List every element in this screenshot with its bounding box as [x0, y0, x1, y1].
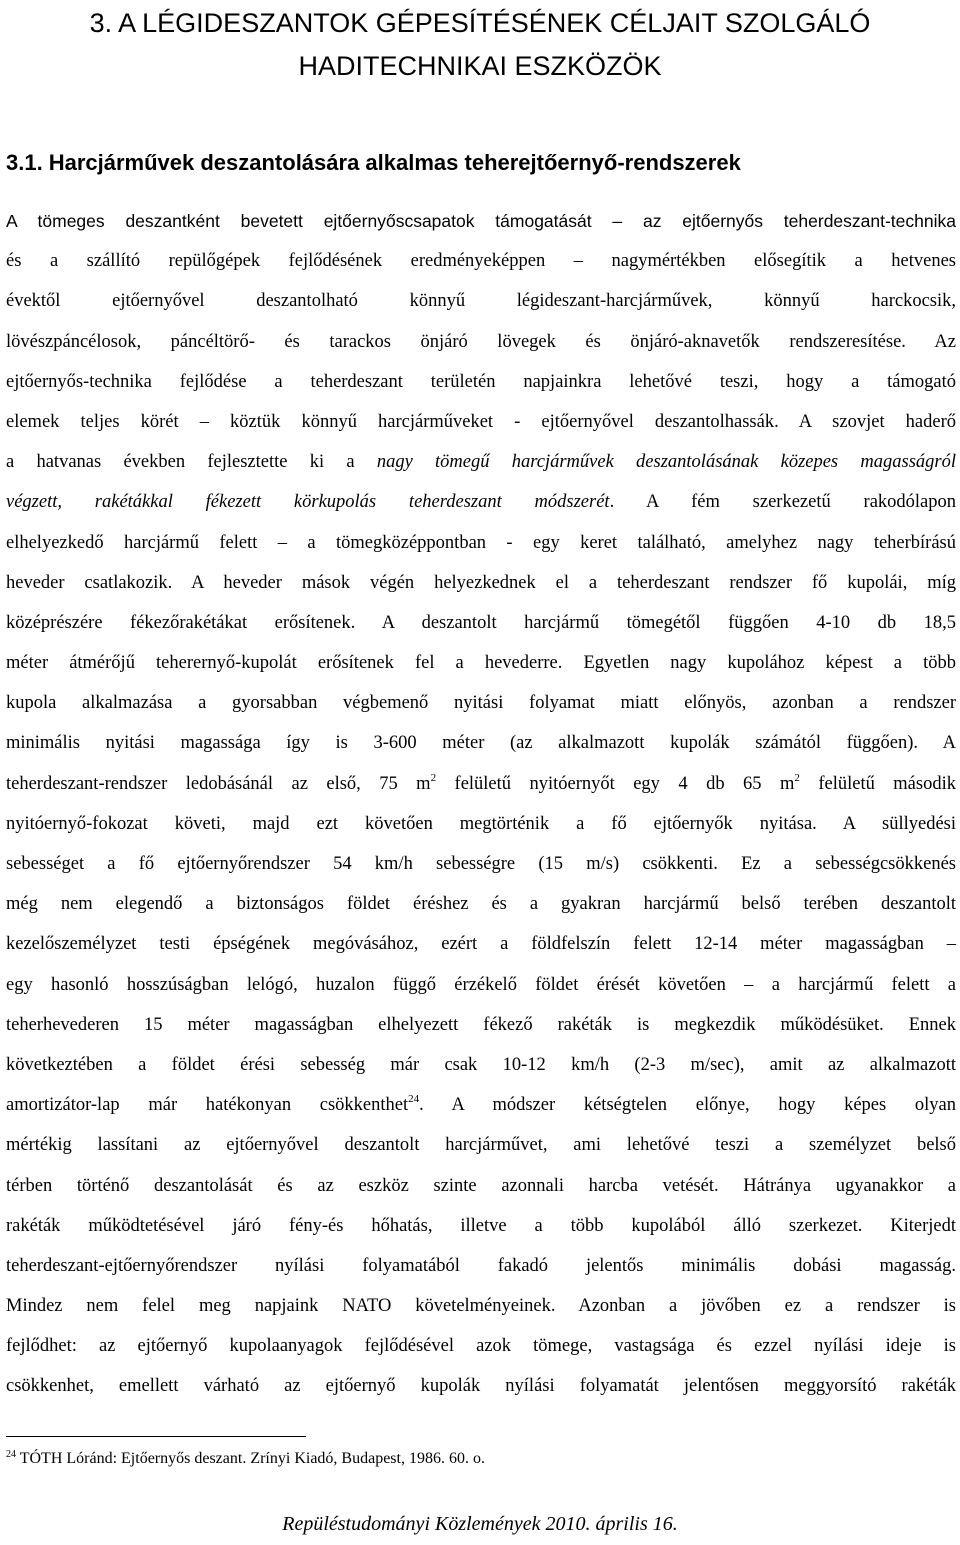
text-line: következtében a földet érési sebesség már csak 10-12 km/h (2-3 m/sec), amit az alkalmazott	[6, 1054, 956, 1075]
text-line: végzett, rakétákkal fékezett körkupolás teherdeszant módszerét. A fém szerkezetű rakodólapon	[6, 492, 956, 513]
footnote-marker: 24	[6, 1449, 16, 1460]
text-line: rakéták működtetésével járó fény-és hőhatás, illetve a több kupolából álló szerkezet. Kiterjedt	[6, 1215, 956, 1236]
text-line: heveder csatlakozik. A heveder mások végén helyezkednek el a teherdeszant rendszer fő kupolái, míg	[6, 572, 956, 593]
footnote	[6, 1444, 485, 1474]
text-line: teherhevederen 15 méter magasságban elhelyezett fékező rakéták is megkezdik működésüket. Ennek	[6, 1014, 956, 1035]
section-title-text: Harcjárművek deszantolására alkalmas teherejtőernyő-rendszerek	[48, 150, 741, 175]
text-line: még nem elegendő a biztonságos földet éréshez és a gyakran harcjármű belső terében deszantolt	[6, 894, 956, 915]
text-line: minimális nyitási magassága így is 3-600 méter (az alkalmazott kupolák számától függően). A	[6, 733, 956, 754]
footnote-divider	[6, 1436, 306, 1437]
chapter-title-line1: 3. A LÉGIDESZANTOK GÉPESÍTÉSÉNEK CÉLJAIT SZOLGÁLÓ	[89, 8, 871, 38]
text-line: évektől ejtőernyővel deszantolható könnyű légideszant-harcjárművek, könnyű harckocsik,	[6, 291, 956, 312]
text-line: sebességet a fő ejtőernyőrendszer 54 km/h sebességre (15 m/s) csökkenti. Ez a sebességcsökkenés	[6, 854, 956, 874]
body-paragraph	[6, 201, 956, 1407]
text-line: fejlődhet: az ejtőernyő kupolaanyagok fejlődésével azok tömege, vastagsága és ezzel nyílási ideje is	[6, 1336, 956, 1357]
chapter-title	[0, 2, 960, 88]
text-line: kupola alkalmazása a gyorsabban végbemenő nyitási folyamat miatt előnyös, azonban a rendszer	[6, 693, 956, 714]
text-line: amortizátor-lap már hatékonyan csökkenthet$^{24}$. A módszer kétségtelen előnye, hogy képes olyan	[6, 1093, 956, 1116]
running-footer: Repüléstudományi Közlemények 2010. április 16.	[282, 1513, 678, 1535]
text-line: és a szállító repülőgépek fejlődésének eredményeképpen – nagymértékben elősegítik a hetvenes	[6, 251, 956, 272]
text-line: térben történő deszantolását és az eszköz szinte azonnali harcba vetését. Hátránya ugyanakkor a	[6, 1175, 956, 1196]
text-line: méter átmérőjű teherernyő-kupolát erősítenek fel a hevederre. Egyetlen nagy kupolához képest a több	[6, 653, 956, 674]
text-line: csökkenhet, emellett várható az ejtőernyő kupolák nyílási folyamatát jelentősen meggyorsító rakéták	[6, 1376, 956, 1397]
text-line: kezelőszemélyzet testi épségének megóvásához, ezért a földfelszín felett 12-14 méter magasságban –	[6, 934, 956, 955]
footnote-text: TÓTH Lóránd: Ejtőernyős deszant. Zrínyi Kiadó, Budapest, 1986. 60. o.	[19, 1450, 485, 1467]
text-line: a hatvanas években fejlesztette ki a nagy tömegű harcjárművek deszantolásának közepes magasságról	[6, 452, 956, 473]
text-line: egy hasonló hosszúságban lelógó, huzalon függő érzékelő földet érését követően – a harcjármű felett a	[6, 974, 956, 995]
chapter-title-line2: HADITECHNIKAI ESZKÖZÖK	[298, 51, 662, 81]
text-line: elemek teljes körét – köztük könnyű harcjárműveket - ejtőernyővel deszantolhassák. A szovjet haderő	[6, 411, 956, 432]
text-line: teherdeszant-rendszer ledobásánál az első, 75 $m^2$ felületű nyitóernyőt egy 4 db 65 $m^2$ felületű második	[6, 771, 956, 794]
text-line: Mindez nem felel meg napjaink NATO követelményeinek. Azonban a jövőben ez a rendszer is	[6, 1296, 956, 1317]
text-line: teherdeszant-ejtőernyőrendszer nyílási folyamatából fakadó jelentős minimális dobási magasság.	[6, 1255, 956, 1276]
text-line: nyitóernyő-fokozat követi, majd ezt követően megtörténik a fő ejtőernyők nyitása. A süllyedési	[6, 813, 956, 834]
text-line: A tömeges deszantként bevetett ejtőernyőscsapatok támogatását – az ejtőernyős teherdeszant-technika	[6, 211, 956, 231]
text-line: középrészére fékezőrakétákat erősítenek. A deszantolt harcjármű tömegétől függően 4-10 db 18,5	[6, 612, 956, 633]
text-line: ejtőernyős-technika fejlődése a teherdeszant területén napjainkra lehetővé teszi, hogy a támogató	[6, 371, 956, 392]
text-line: lövészpáncélosok, páncéltörő- és tarackos önjáró lövegek és önjáró-aknavetők rendszeresítése. Az	[6, 331, 956, 352]
section-number: 3.1.	[6, 150, 43, 175]
section-title	[6, 150, 747, 176]
text-line: elhelyezkedő harcjármű felett – a tömegközéppontban - egy keret található, amelyhez nagy teherbírású	[6, 532, 956, 553]
text-line: mértékig lassítani az ejtőernyővel deszantolt harcjárművet, ami lehetővé teszi a személyzet belső	[6, 1135, 956, 1156]
